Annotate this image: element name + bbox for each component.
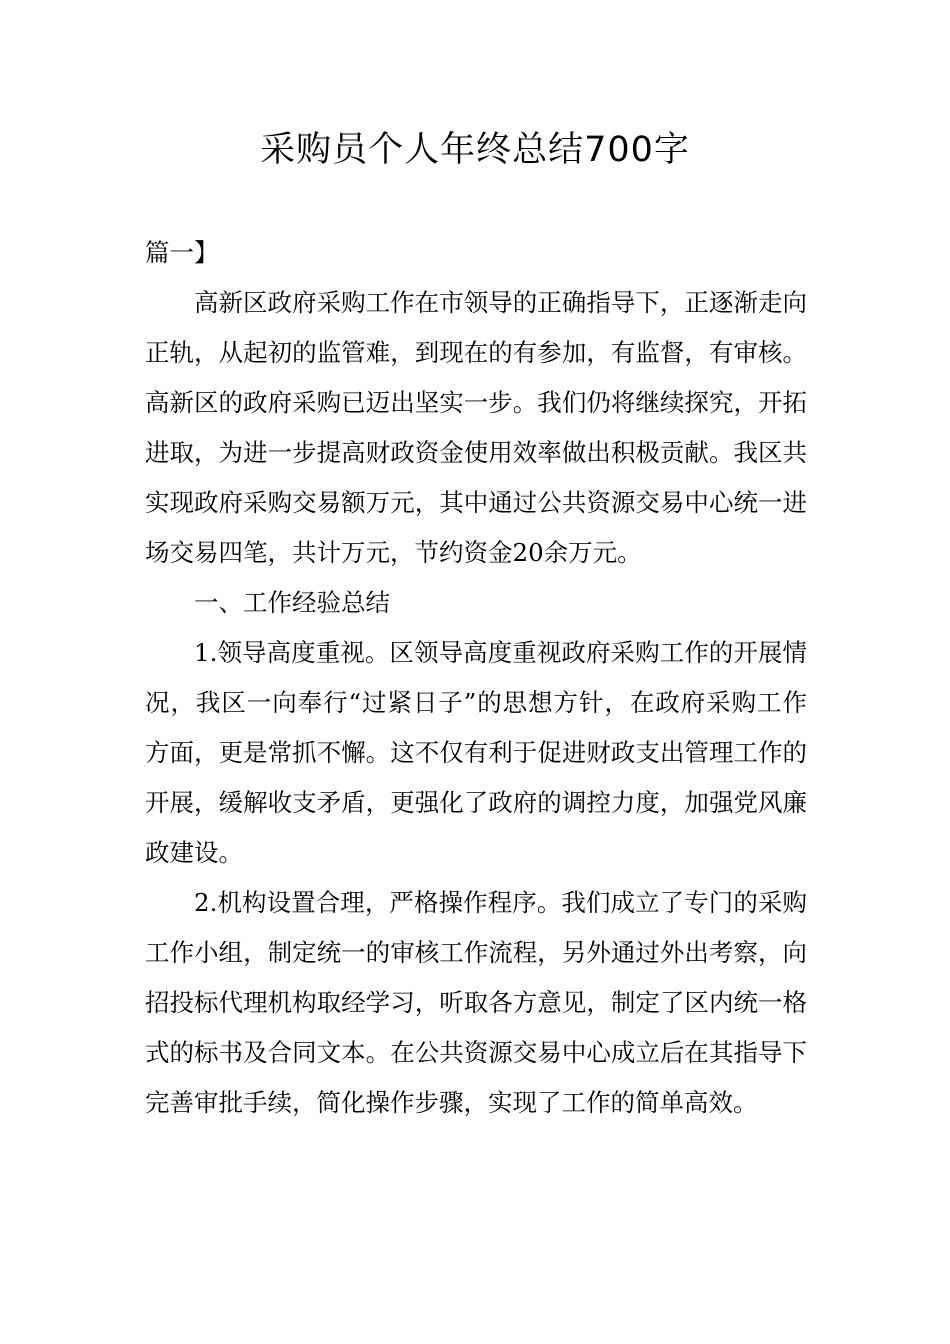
document-body <box>145 228 807 1128</box>
section-heading: 一、工作经验总结 <box>194 588 390 617</box>
paragraph-point-2: 2.机构设置合理，严格操作程序。我们成立了专门的采购工作小组，制定统一的审核工作流程，另外通过外出考察，向招投标代理机构取经学习，听取各方意见，制定了区内统一格式的标书及合同文本。在公共资源交易中心成立后在其指导下完善审批手续，简化操作步骤，实现了工作的简单高效。 <box>145 888 807 1117</box>
document-title: 采购员个人年终总结700字 <box>260 130 690 170</box>
paragraph-point-1: 1.领导高度重视。区领导高度重视政府采购工作的开展情况，我区一向奉行“过紧日子”的思想方针，在政府采购工作方面，更是常抓不懈。这不仅有利于促进财政支出管理工作的开展，缓解收支矛盾，更强化了政府的调控力度，加强党风廉政建设。 <box>145 638 807 867</box>
paragraph-intro: 高新区政府采购工作在市领导的正确指导下，正逐渐走向正轨，从起初的监管难，到现在的有参加，有监督，有审核。高新区的政府采购已迈出坚实一步。我们仍将继续探究，开拓进取，为进一步提高财政资金使用效率做出积极贡献。我区共实现政府采购交易额万元，其中通过公共资源交易中心统一进场交易四笔，共计万元，节约资金20余万元。 <box>145 288 807 567</box>
section-label: 篇一】 <box>145 238 219 267</box>
